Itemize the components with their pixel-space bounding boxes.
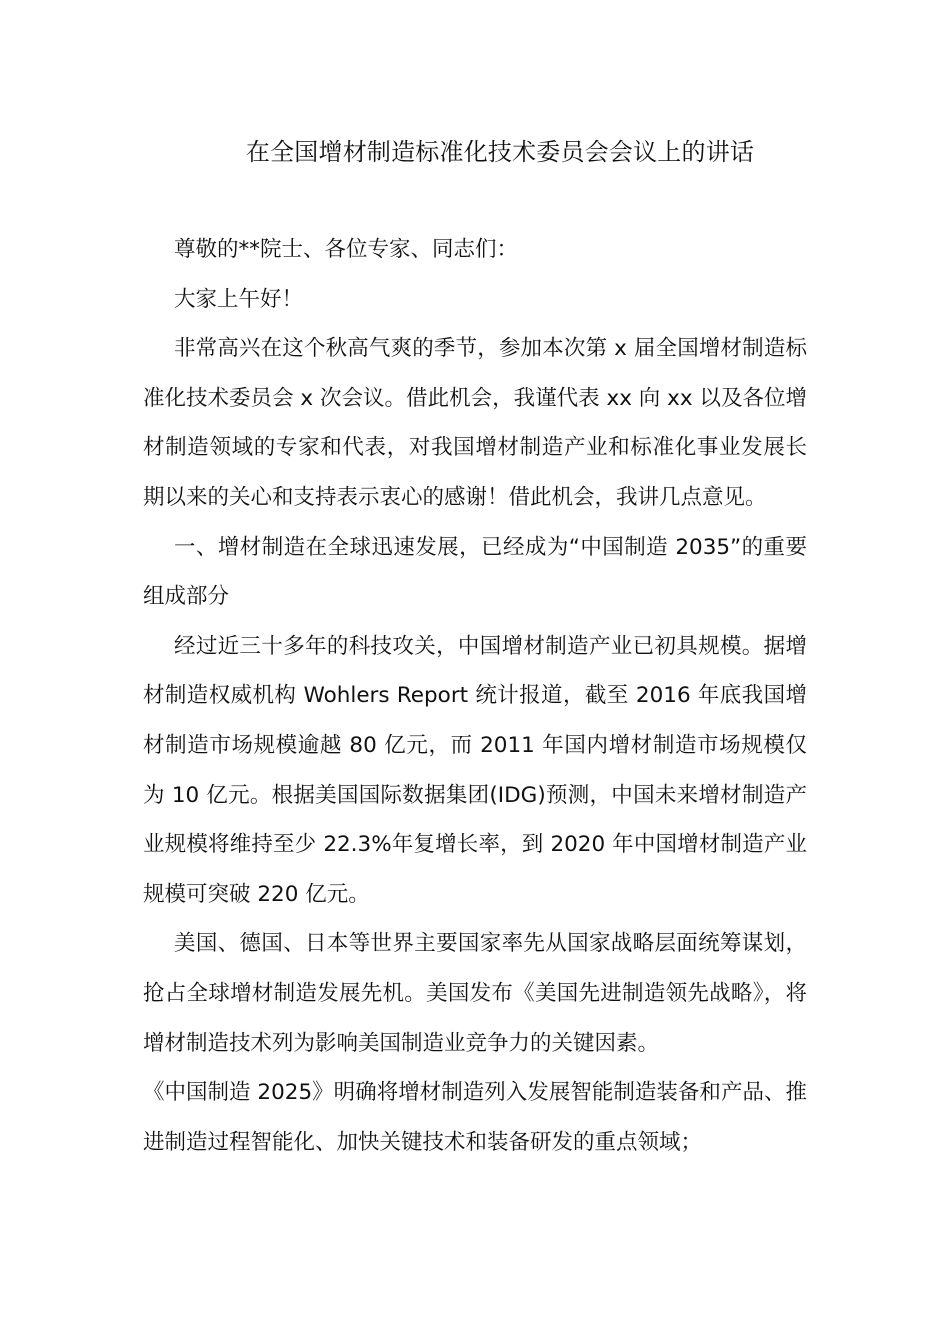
paragraph-global-strategy: 美国、德国、日本等世界主要国家率先从国家战略层面统筹谋划，抢占全球增材制造发展先机。美国发布《美国先进制造领先战略》，将增材制造技术列为影响美国制造业竞争力的关键因素。 xyxy=(143,931,807,1056)
paragraph-salutation: 尊敬的**院士、各位专家、同志们： xyxy=(174,237,519,262)
paragraph-china-2025: 《中国制造 2025》明确将增材制造列入发展智能制造装备和产品、推进制造过程智能化、加快关键技术和装备研发的重点领域； xyxy=(143,1080,807,1155)
paragraph-market-scale: 经过近三十多年的科技攻关，中国增材制造产业已初具规模。据增材制造权威机构 Wohlers Report 统计报道，截至 2016 年底我国增材制造市场规模逾越 80 亿元，而 2011 年国内增材制造市场规模仅为 10 亿元。根据美国国际数据集团(IDG)预测，中国未来增材制造产业规模将维持至少 22.3%年复增长率，到 2020 年中国增材制造产业规模可突破 220 亿元。 xyxy=(143,633,807,907)
document-body xyxy=(143,225,807,1167)
document-title: 在全国增材制造标准化技术委员会会议上的讲话 xyxy=(245,138,755,166)
paragraph-greeting: 大家上午好！ xyxy=(174,286,304,312)
paragraph-opening: 非常高兴在这个秋高气爽的季节，参加本次第 x 届全国增材制造标准化技术委员会 x 次会议。借此机会，我谨代表 xx 向 xx 以及各位增材制造领域的专家和代表，对我国增材制造产业和标准化事业发展长期以来的关心和支持表示衷心的感谢！借此机会，我讲几点意见。 xyxy=(143,336,807,510)
section-heading-1: 一、增材制造在全球迅速发展，已经成为“中国制造 2035”的重要组成部分 xyxy=(143,534,807,610)
